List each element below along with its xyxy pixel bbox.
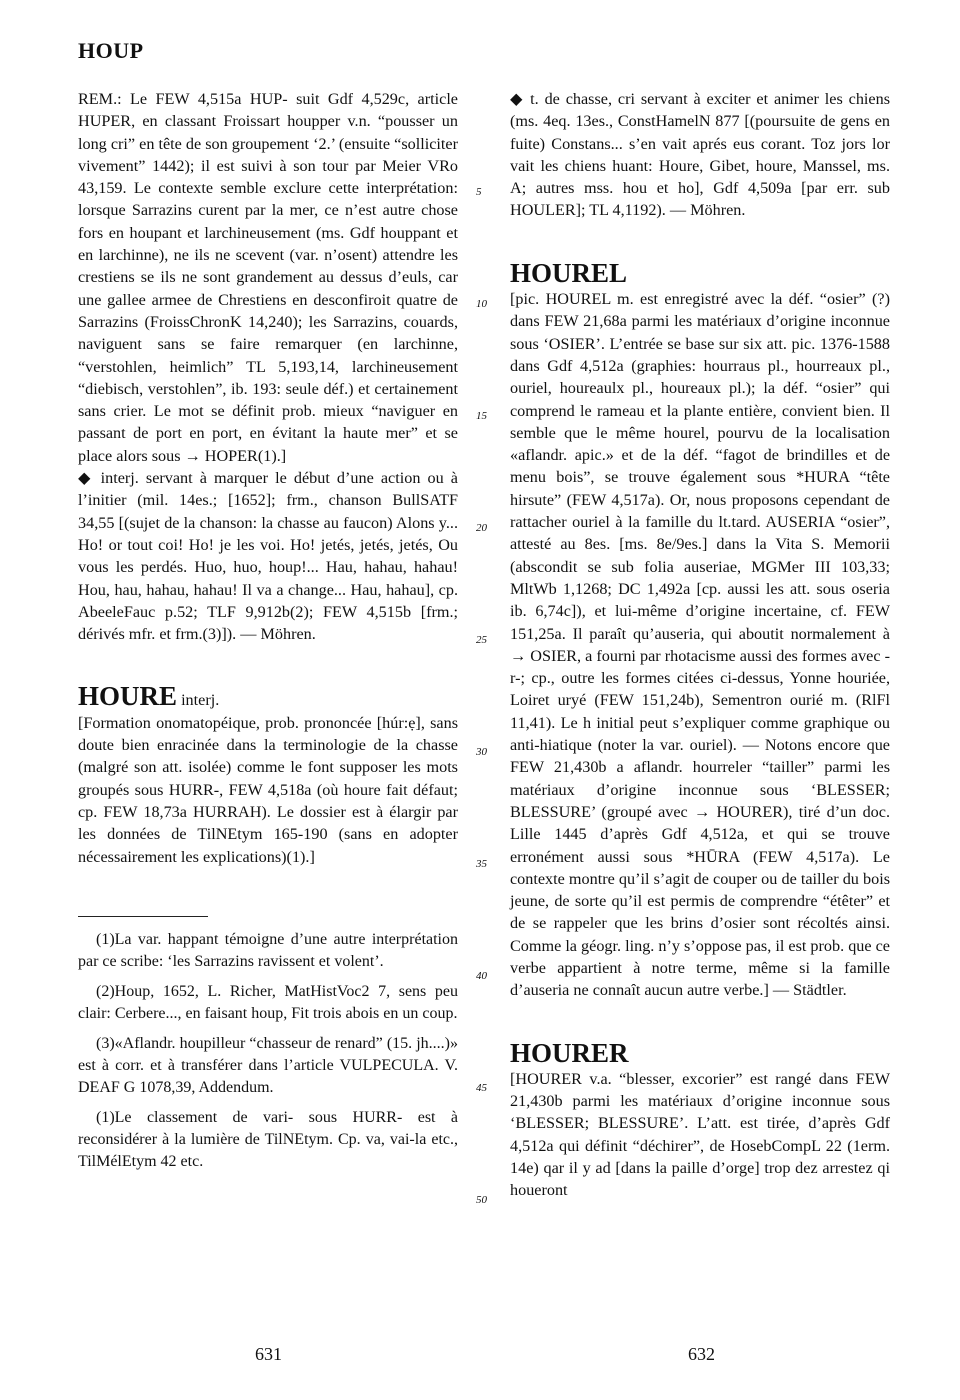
footnote: (1)La var. happant témoigne d’une autre interprétation par ce scribe: ‘les Sarrazins ravissent et volent’. xyxy=(78,930,458,970)
entry-spacer xyxy=(510,222,890,262)
line-number: 30 xyxy=(476,746,487,758)
page-number-right: 632 xyxy=(688,1344,715,1364)
right-column xyxy=(510,88,890,1202)
footnote: (1)Le classement de vari- sous HURR- est à reconsidérer à la lumière de TilNEtym. Cp. va, vai-la etc., TilMélEtym 42 etc. xyxy=(78,1108,458,1170)
hourer-body: [HOURER v.a. “blesser, excorier” est rangé dans FEW 21,430b parmi les matériaux d’origine inconnue sous ‘BLESSER; BLESSURE’. L’att. est tirée, d’après Gdf 4,512a qui définit “déchirer”, de HosebCompL 22 (1erm. 14e) qar il y ad [dans la paille d’orge] trop dez arrestez qi houeront xyxy=(510,1069,890,1200)
line-number: 10 xyxy=(476,298,487,310)
chasse-paragraph: ◆ t. de chasse, cri servant à exciter et animer les chiens (ms. 4eq. 13es., ConstHamelN 877 [(poursuite de gens en fuite) Constans... s’en vait aprés eus corant. Toz jors lor vait les chiens huant: Houre, Gibet, houre, Manssel, ms. A; autres mss. hou et ho], Gdf 4,509a [par err. sub HOULER]; TL 4,1192). — Möhren. xyxy=(510,90,890,220)
footnote: (2)Houp, 1652, L. Richer, MatHistVoc2 7, sens peu clair: Cerbere..., en faisant houp, Fit trois abois en un coup. xyxy=(78,982,458,1022)
line-number: 45 xyxy=(476,1082,487,1094)
footnote-rule xyxy=(78,916,208,917)
entry-spacer xyxy=(510,1002,890,1042)
houre-body: [Formation onomatopéique, prob. prononcée [húr:ẹ], sans doute bien enracinée dans la terminologie de la chasse (malgré son att. isolée) comme le font supposer les mots groupés sous HURR-, FEW 4,518a (où houre fait défaut; cp. FEW 18,73a HURRAH). Le dossier est à élargir par les données de TilNEtym 165-190 (sans en adopter nécessairement les explications)(1).] xyxy=(78,713,458,866)
hourel-body: [pic. HOUREL m. est enregistré avec la déf. “osier” (?) dans FEW 21,68a parmi les matériaux d’origine inconnue sous ‘OSIER’. L’entrée se base sur six att. pic. 1376-1588 dans Gdf 4,512a (graphies: hourraus pl., hourreaux pl., ouriel, houreaulx pl., houreaux pl.); la déf. “osier” qui comprend le rameau et la plante entière, convient bien. Il semble que le même hourel, pourvu de la localisation «aflandr. apic.» et de la déf. “fagot de brindilles et de menu bois”, se trouve également sous *HURA “tête hirsute” (FEW 4,517a). Or, nous proposons cependant de rattacher ouriel à la famille du lt.tard. AUSERIA “osier”, attesté au 8es. [ms. 8e/9es.] dans la Vita S. Memorii (abscondit se sub folia auseriae, MGMer III 103,33; MltWb 1,1268; DC 1,492a [cp. aussi les att. sous oseria ib. 6,74c]), et lui-même d’origine incertaine, cf. FEW 151,25a. Il paraît qu’auseria, qui aboutit normalement à → OSIER, a fourni par rhotacisme aussi des formes avec -r-; cp., outre les formes citées ci-dessus, Yonne houriée, Loiret uryé (FEW 151,24b), Sementron ourié m. (RlFl 11,41). Le h initial peut s’expliquer comme graphique ou anti-hiatique (noter la var. ouriel). — Notons encore que FEW 21,430b a aflandr. hourreler “tailler” parmi les matériaux d’origine inconnue sous ‘BLESSER; BLESSURE’ (groupé avec → HOURER), tiré d’un doc. Lille 1445 d’après Gdf 4,512a, et qui se trouve erronément aussi sous *HŪRA (FEW 4,517a). Le contexte montre qu’il s’agit de couper ou de tailler du bois jeune, de sorte qu’il est permis de comprendre “étêter” et de se rappeler que les brins d’osier sont récoltés ainsi. Comme la géogr. ling. n’y s’oppose pas, il est prob. que ce verbe appartient à notre terme, même si la famille d’auseria ne connaît aucun autre verbe.] — Städtler. xyxy=(510,290,890,1000)
line-number: 50 xyxy=(476,1194,487,1206)
line-number: 15 xyxy=(476,410,487,422)
line-number: 5 xyxy=(476,186,482,198)
hourel-headword: HOUREL xyxy=(510,257,628,288)
footnote: (3)«Aflandr. houpilleur “chasseur de renard” (15. jh....)» est à corr. et à transférer dans l’article VULPECULA. V. DEAF G 1078,39, Addendum. xyxy=(78,1034,458,1096)
houre-pos: interj. xyxy=(181,691,220,710)
line-number: 35 xyxy=(476,858,487,870)
interj-paragraph: ◆ interj. servant à marquer le début d’une action ou à l’initier (mil. 14es.; [1652]; frm., chanson BullSATF 34,55 [(sujet de la chanson: la chasse au faucon) Alons y... Ho! or tout coi! Ho! je les voi. Ho! jetés, jetés, jetés, Ou vous les perdés. Huo, huo, houp!... Hau, hahau, hahau! Hou, hau, hahau, hahau! Il va a change... Hau, hahau], cp. AbeeleFauc p.52; TLF 9,912b(2); FEW 4,515b [frm.; dérivés mfr. et frm.(3)]). — Möhren. xyxy=(78,469,458,644)
hourer-headword: HOURER xyxy=(510,1037,629,1068)
hourer-entry xyxy=(510,1037,890,1068)
entry-spacer xyxy=(78,645,458,685)
line-number: 25 xyxy=(476,634,487,646)
page-number-left: 631 xyxy=(255,1344,282,1364)
line-number: 20 xyxy=(476,522,487,534)
houre-heading xyxy=(78,681,458,712)
line-number: 40 xyxy=(476,970,487,982)
left-column xyxy=(78,88,458,1181)
rem-paragraph: REM.: Le FEW 4,515a HUP- suit Gdf 4,529c, article HUPER, en classant Froissart houpper v.n. “pousser un long cri” en tête de son groupement ‘2.’ (ensuite “solliciter vivement” 1442); il est suivi à son tour par Meier VRo 43,159. Le contexte semble exclure cette interprétation: lorsque Sarrazins curent par la mer, ce n’est autre chose fors en houpant et larchineusement (ms. Gdf houppant et en larchinne), ne ils ne scevent (var. n’osent) attendre les crestiens se ils ne sont grandement au dessus d’euls, car une gallee armee de Chrestiens en desconfiroit quatre de Sarrazins (FroissChronK 14,240); les Sarrazins, couards, naviguent sans se faire remarquer (en larchinne, “verstohlen, heimlich” TL 5,193,14, larchineusement “diebisch, verstohlen”, ib. 193: seule déf.) et certainement sans crier. Le mot se définit prob. mieux “naviguer en passant de port en port, en évitant la haute mer” et se place alors sous → HOPER(1).] xyxy=(78,90,458,465)
running-head: HOUP xyxy=(78,38,144,63)
houre-headword: HOURE xyxy=(78,681,178,712)
hourel-entry xyxy=(510,257,890,288)
